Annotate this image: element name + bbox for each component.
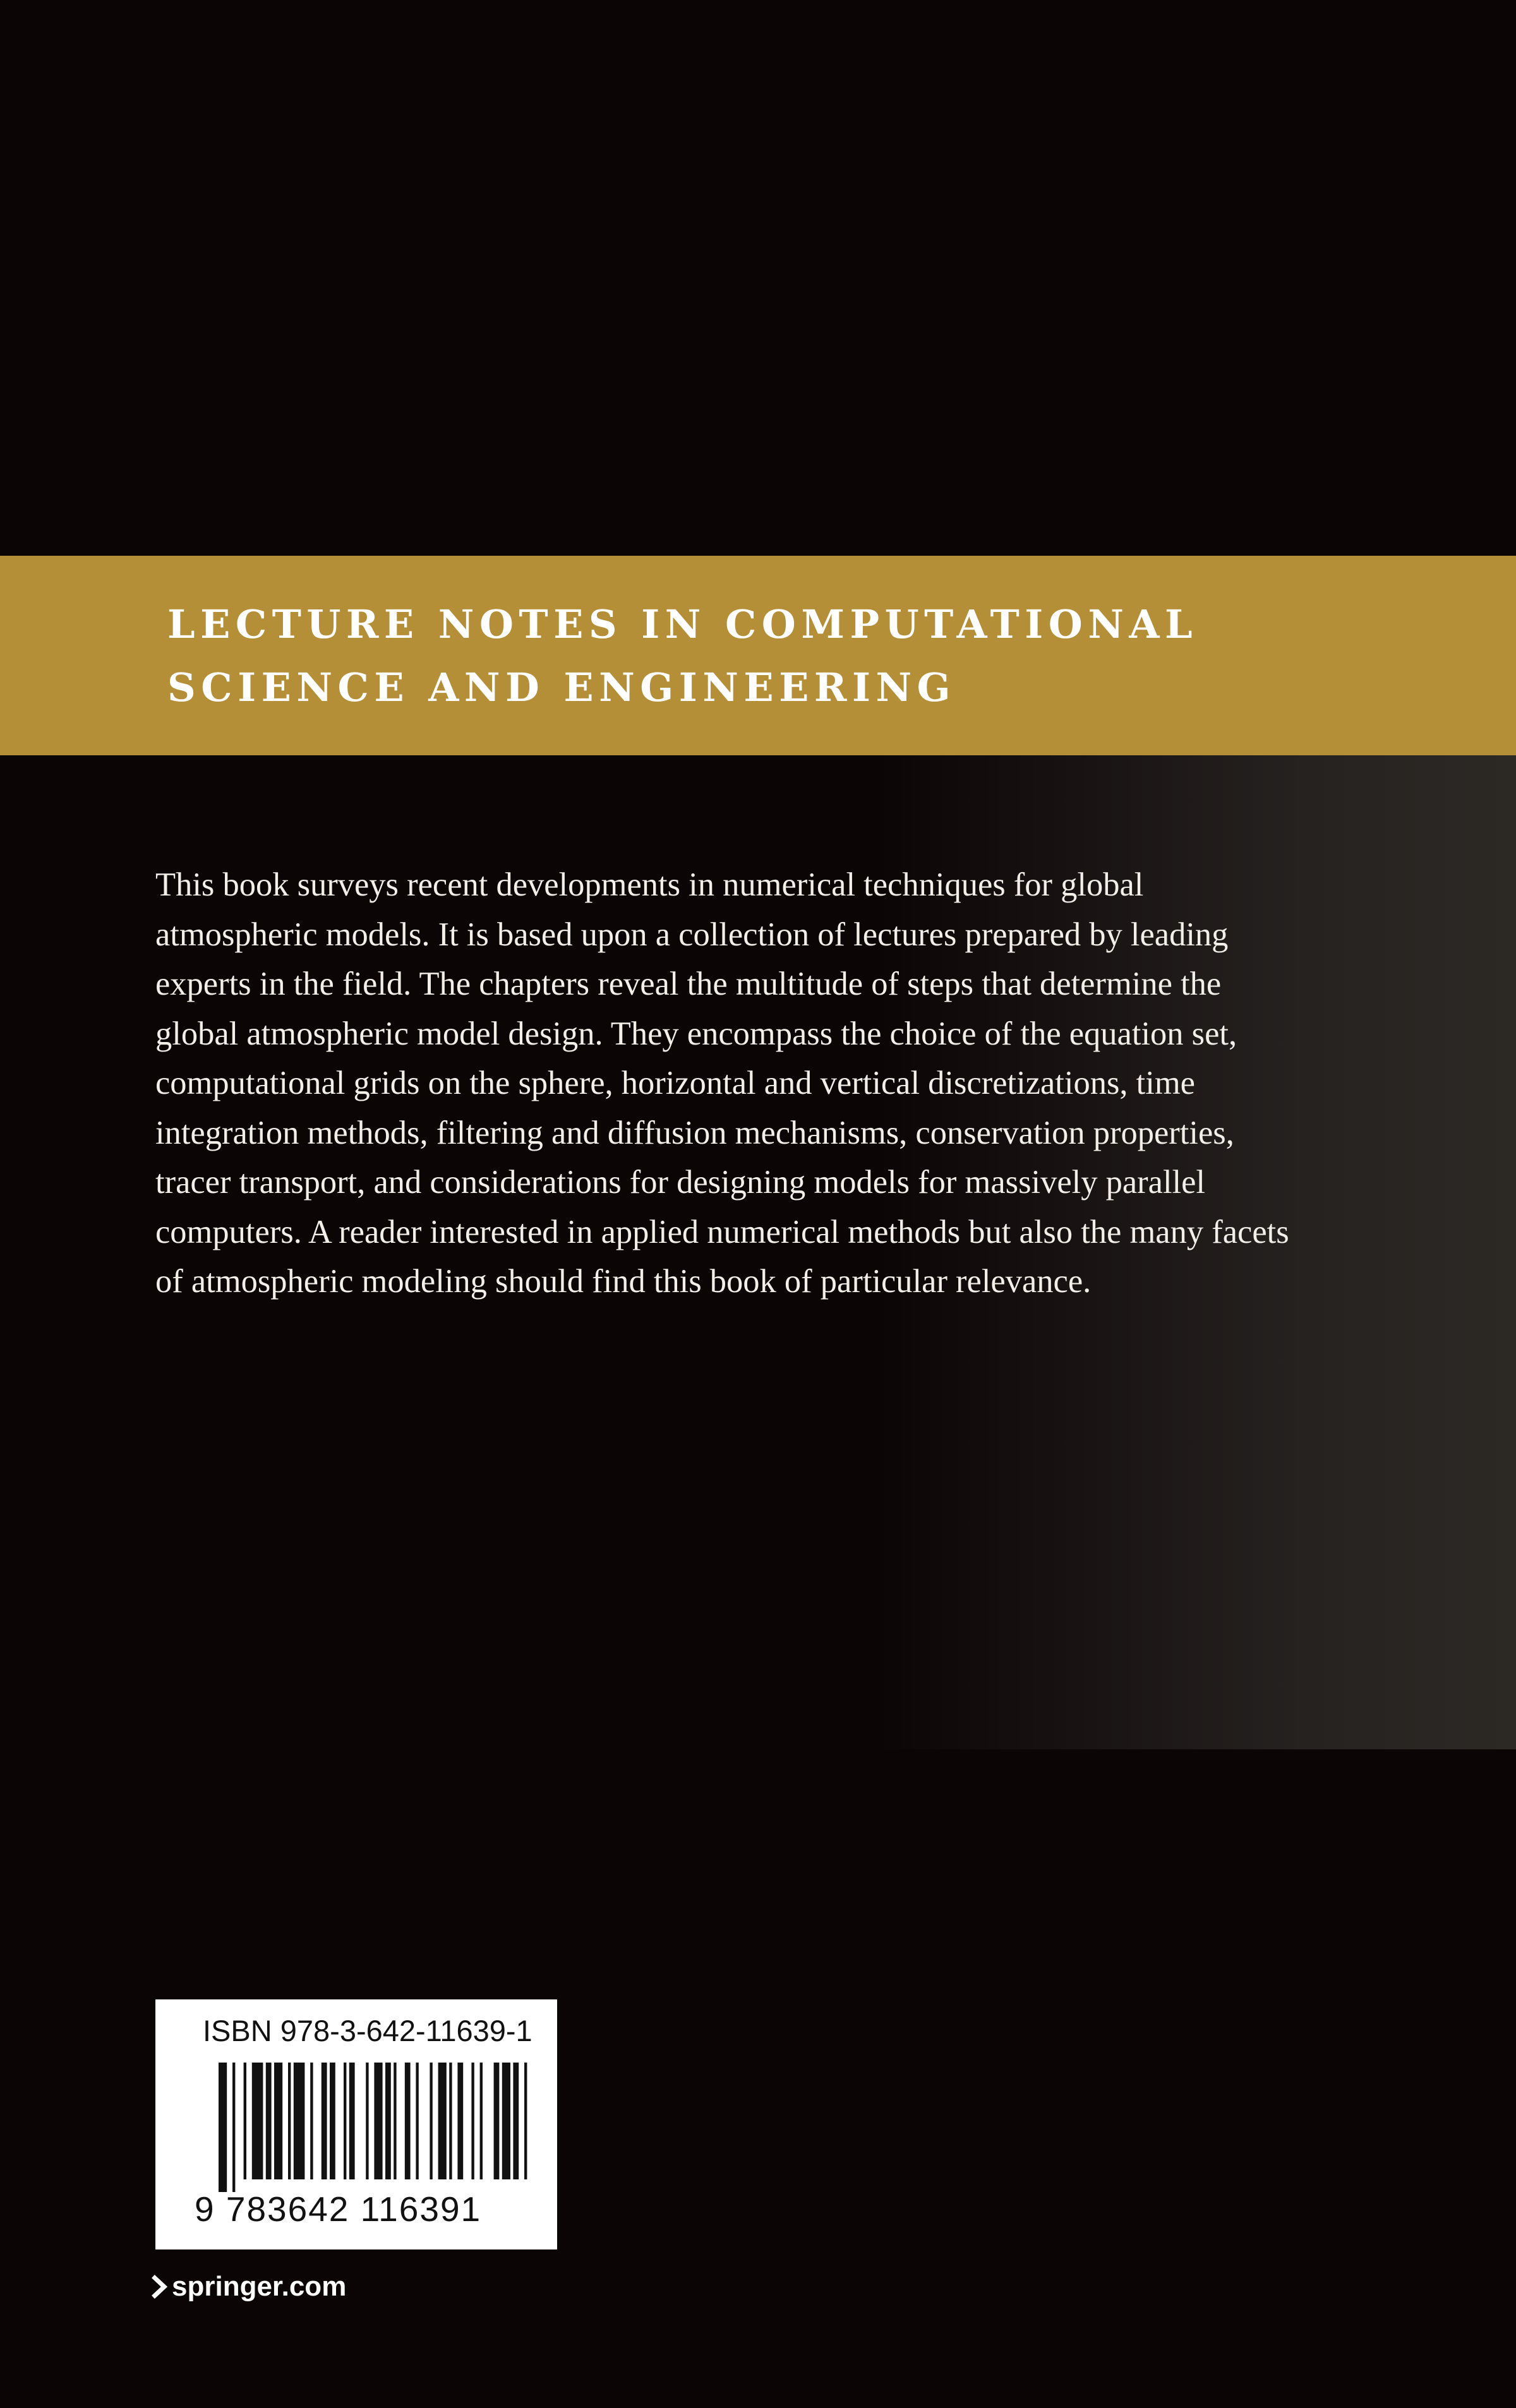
barcode-bar [430,2063,432,2179]
description-line: computational grids on the sphere, horizontal and vertical discretizations, time [155,1065,1195,1101]
barcode-bar [232,2063,235,2192]
barcode-bar [219,2063,227,2192]
description-line: This book surveys recent developments in numerical techniques for global [155,866,1144,903]
description-line: experts in the field. The chapters reveal the multitude of steps that determine the [155,966,1222,1002]
barcode-bar [374,2063,382,2179]
barcode-bar [274,2063,282,2179]
barcode-bar [310,2063,313,2179]
barcode-bar [471,2063,474,2179]
series-title-line-1: LECTURE NOTES IN COMPUTATIONAL [167,601,1198,647]
isbn-label: ISBN 978-3-642-11639-1 [203,2014,532,2047]
barcode-bar [494,2063,500,2179]
barcode-bar [294,2063,305,2179]
barcode-bar [288,2063,291,2179]
barcode-bar [449,2063,452,2179]
barcode-bar [394,2063,396,2179]
barcode-bar [330,2063,335,2179]
website-text: springer.com [172,2271,347,2302]
barcode-bar [266,2063,272,2179]
description-line: computers. A reader interested in applied numerical methods but also the many facets [155,1213,1289,1250]
barcode-box [155,1999,557,2249]
barcode-bar [385,2063,391,2179]
barcode-bar [349,2063,355,2179]
barcode-bar [502,2063,510,2179]
description-line: of atmospheric modeling should find this book of particular relevance. [155,1263,1092,1300]
website-link[interactable] [152,2271,346,2303]
barcode-bar [366,2063,368,2179]
chevron-right-icon [152,2274,168,2299]
series-band [0,556,1516,755]
barcode-bar [322,2063,327,2179]
barcode-bar [524,2063,527,2179]
description-line: integration methods, filtering and diffusion mechanisms, conservation properties, [155,1114,1234,1151]
description-line: global atmospheric model design. They encompass the choice of the equation set, [155,1015,1237,1052]
description-line: tracer transport, and considerations for designing models for massively parallel [155,1164,1206,1201]
barcode-bar [344,2063,346,2179]
barcode-bar [480,2063,483,2179]
barcode-bar [252,2063,263,2179]
barcode-bar [244,2063,246,2179]
description-line: atmospheric models. It is based upon a collection of lectures prepared by leading [155,916,1229,953]
barcode-bar [457,2063,463,2179]
barcode-bar [416,2063,418,2179]
barcode-bar [405,2063,411,2179]
barcode-bar [513,2063,519,2179]
barcode-bar [438,2063,447,2179]
book-description [155,860,1393,1307]
series-title-line-2: SCIENCE AND ENGINEERING [167,664,956,710]
barcode-digits: 9 783642 116391 [195,2189,482,2229]
